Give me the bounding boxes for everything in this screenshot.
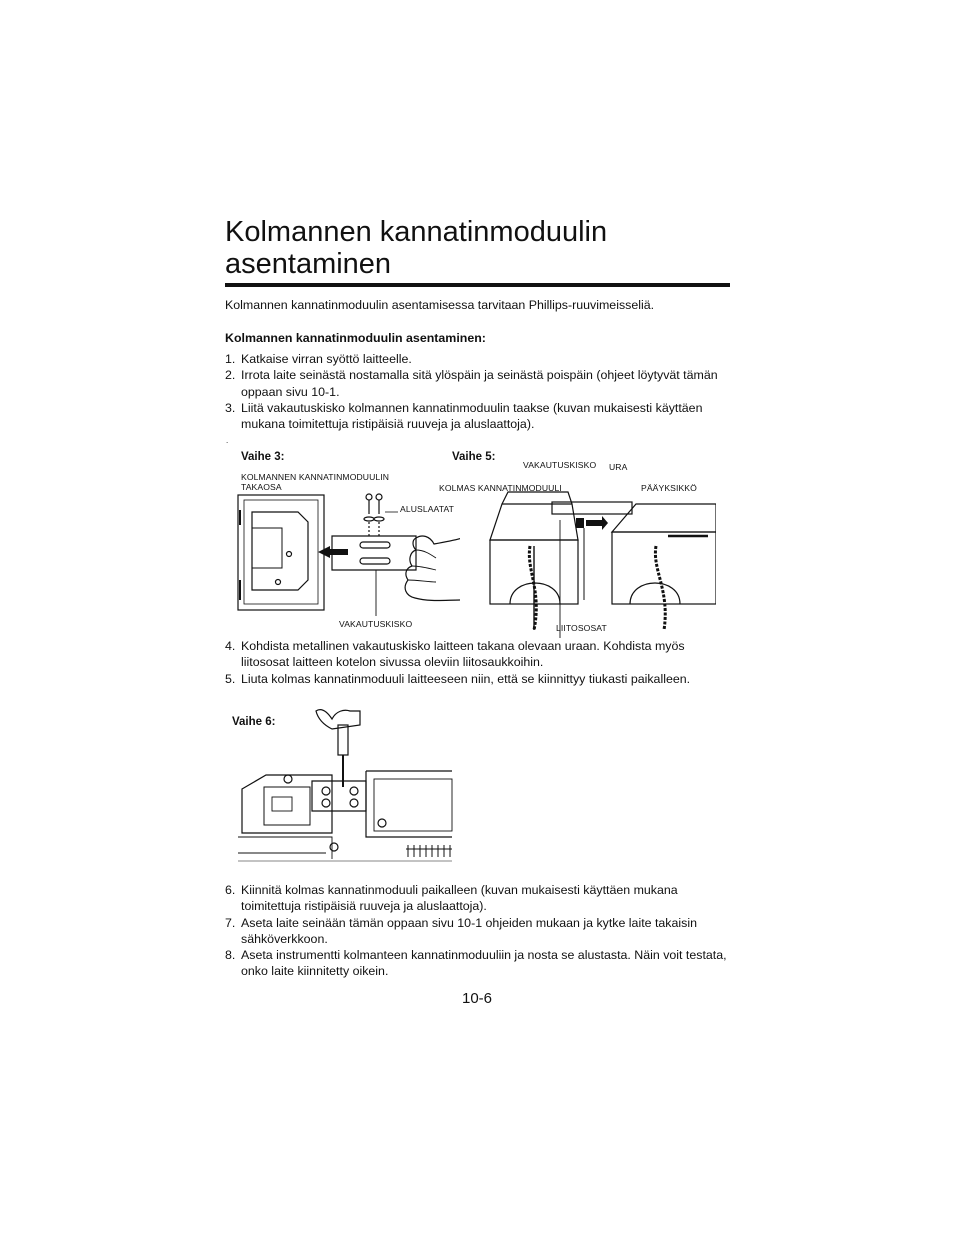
callout-module-back-line-1: KOLMANNEN KANNATINMODUULIN: [241, 472, 390, 482]
left-arrow-icon: [318, 546, 348, 558]
figure-label-step-3: Vaihe 3:: [241, 451, 285, 463]
step-5: [225, 671, 730, 687]
step-number: 6.: [225, 883, 236, 897]
step-text: Kohdista metallinen vakautuskisko laitteen takana olevaan uraan. Kohdista myös liitososat laitteen kotelon sivussa oleviin liitosaukkoihin.: [241, 639, 685, 670]
step-2: [225, 367, 730, 400]
callout-third-module: KOLMAS KANNATINMODUULI: [439, 483, 562, 493]
step-text: Katkaise virran syöttö laitteelle.: [241, 352, 412, 366]
step-8: [225, 947, 730, 980]
intro-paragraph: Kolmannen kannatinmoduulin asentamisessa tarvitaan Phillips-ruuvimeisseliä.: [225, 298, 655, 312]
callout-module-back-line-2: TAKAOSA: [241, 482, 282, 492]
callout-groove: URA: [609, 462, 628, 472]
third-module-top: [490, 504, 578, 540]
callout-stabilizer-rail-step-5: VAKAUTUSKISKO: [523, 460, 597, 470]
figure-label-step-5: Vaihe 5:: [452, 451, 496, 463]
stabilizer-plate: [312, 781, 366, 811]
step-6: [225, 882, 730, 915]
steps-list-b: [225, 638, 730, 687]
step-6-illustration: [236, 705, 456, 865]
step-number: 2.: [225, 368, 236, 383]
step-text: Kiinnitä kolmas kannatinmoduuli paikalleen (kuvan mukaisesti käyttäen mukana toimitettuja ristipäisiä ruuveja ja aluslaattoja).: [241, 883, 678, 914]
step-1: [225, 351, 730, 367]
page-title-line-2: asentaminen: [225, 248, 392, 280]
step-text: Liitä vakautuskisko kolmannen kannatinmoduulin taakse (kuvan mukaisesti käyttäen mukana toimitettuja ristipäisiä ruuveja ja aluslaattoja).: [241, 400, 703, 432]
step-3-illustration: [230, 470, 460, 630]
screwdriver-handle: [338, 725, 348, 755]
page-number: 10-6: [462, 990, 493, 1007]
step-number: 3.: [225, 400, 236, 415]
step-text: Aseta instrumentti kolmanteen kannatinmoduuliin ja nosta se alustasta. Näin voit testata, onko laite kiinnitetty oikein.: [241, 948, 727, 979]
title-rule: [225, 283, 730, 287]
stray-dot: .: [226, 436, 229, 445]
main-unit-right: [366, 771, 452, 837]
step-number: 7.: [225, 915, 236, 930]
figure-label-step-6: Vaihe 6:: [232, 716, 276, 728]
module-left: [242, 775, 332, 833]
callout-main-unit: PÄÄYKSIKKÖ: [641, 483, 697, 493]
step-4: [225, 638, 730, 671]
step-number: 5.: [225, 671, 236, 686]
main-unit-body: [612, 532, 716, 604]
steps-list-a: [225, 351, 730, 432]
page-title: [225, 216, 745, 280]
right-arrow-icon: [586, 516, 608, 530]
callout-connectors: LIITOSOSAT: [556, 623, 607, 633]
steps-list-c: [225, 882, 730, 980]
step-5-illustration: [488, 490, 716, 638]
step-number: 4.: [225, 639, 236, 653]
main-unit-top: [612, 504, 716, 532]
hand-illustration: [405, 536, 460, 601]
callout-stabilizer-rail-step-3: VAKAUTUSKISKO: [339, 619, 413, 629]
step-text: Aseta laite seinään tämän oppaan sivu 10-1 ohjeiden mukaan ja kytke laite takaisin sähköverkkoon.: [241, 915, 697, 946]
step-number: 8.: [225, 948, 236, 963]
screws-icon: [364, 494, 384, 536]
step-7: [225, 915, 730, 948]
module-back-recess: [252, 512, 308, 590]
step-number: 1.: [225, 352, 236, 366]
procedure-heading: Kolmannen kannatinmoduulin asentaminen:: [225, 331, 486, 345]
callout-washers: ALUSLAATAT: [400, 504, 455, 514]
page-title-line-1: Kolmannen kannatinmoduulin: [225, 216, 608, 248]
step-text: Irrota laite seinästä nostamalla sitä ylöspäin ja seinästä poispäin (ohjeet löytyvät tämän oppaan sivu 10-1.: [241, 368, 718, 399]
step-3: [225, 400, 730, 433]
step-text: Liuta kolmas kannatinmoduuli laitteeseen niin, että se kiinnittyy tiukasti paikalleen.: [241, 671, 691, 686]
